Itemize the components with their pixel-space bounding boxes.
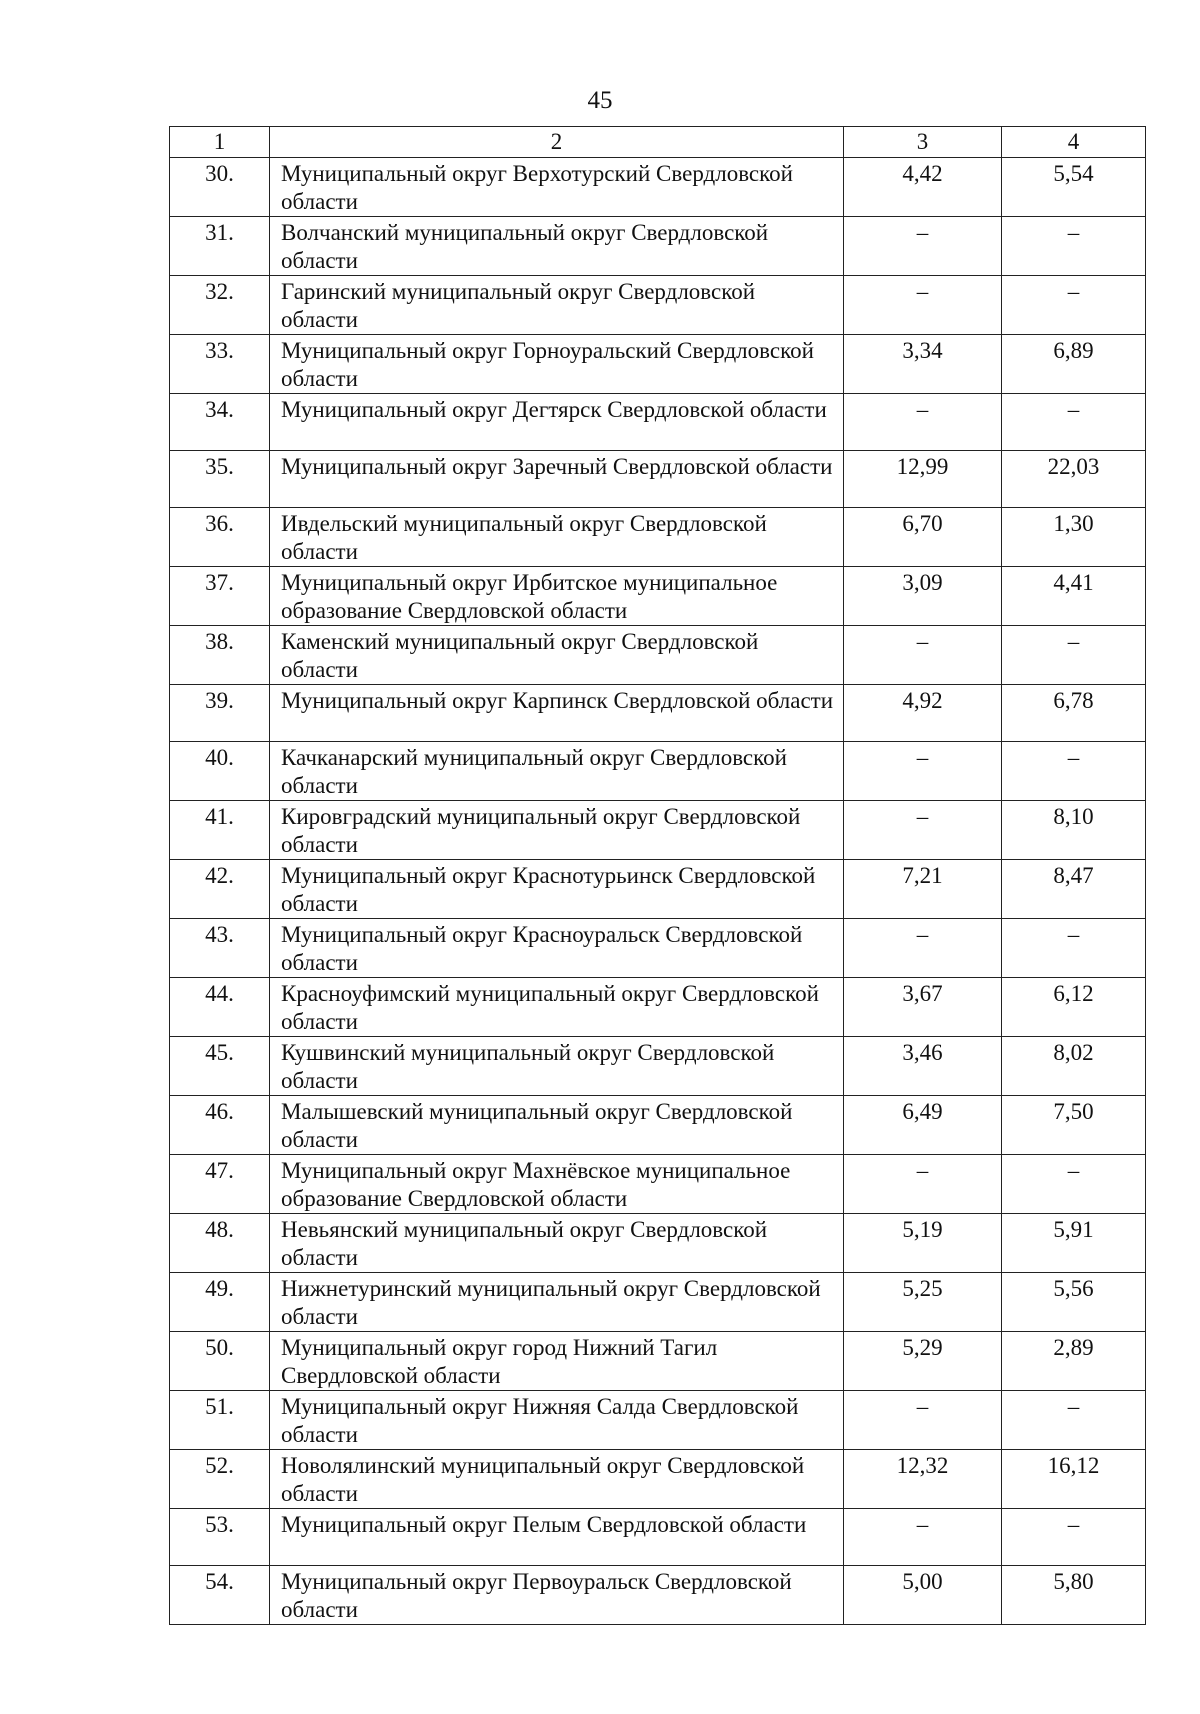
value-col-3: 6,70	[844, 508, 1002, 567]
row-number: 41.	[170, 801, 270, 860]
value-col-4: –	[1002, 742, 1146, 801]
value-col-3: 7,21	[844, 860, 1002, 919]
row-number: 39.	[170, 685, 270, 742]
value-col-4: 22,03	[1002, 451, 1146, 508]
row-number: 42.	[170, 860, 270, 919]
row-number: 32.	[170, 276, 270, 335]
row-number: 36.	[170, 508, 270, 567]
value-col-3: –	[844, 1155, 1002, 1214]
row-number: 53.	[170, 1509, 270, 1566]
value-col-3: 3,34	[844, 335, 1002, 394]
table-row	[170, 860, 1146, 919]
municipality-name: Волчанский муниципальный округ Свердловской области	[270, 217, 844, 276]
value-col-4: 8,02	[1002, 1037, 1146, 1096]
data-table	[169, 126, 1146, 1625]
value-col-3: 5,00	[844, 1566, 1002, 1625]
table-row	[170, 394, 1146, 451]
value-col-3: 6,49	[844, 1096, 1002, 1155]
table-row	[170, 1155, 1146, 1214]
value-col-4: –	[1002, 394, 1146, 451]
value-col-4: 5,54	[1002, 158, 1146, 217]
row-number: 47.	[170, 1155, 270, 1214]
table-row	[170, 626, 1146, 685]
value-col-3: 12,99	[844, 451, 1002, 508]
value-col-3: 12,32	[844, 1450, 1002, 1509]
municipality-name: Новолялинский муниципальный округ Свердловской области	[270, 1450, 844, 1509]
table-row	[170, 801, 1146, 860]
table-row	[170, 1273, 1146, 1332]
value-col-3: –	[844, 394, 1002, 451]
table-row	[170, 1214, 1146, 1273]
row-number: 43.	[170, 919, 270, 978]
header-row	[170, 127, 1146, 158]
value-col-4: –	[1002, 1155, 1146, 1214]
table-row	[170, 567, 1146, 626]
municipality-name: Невьянский муниципальный округ Свердловской области	[270, 1214, 844, 1273]
header-col-3: 3	[844, 127, 1002, 158]
table-row	[170, 335, 1146, 394]
value-col-4: 6,78	[1002, 685, 1146, 742]
value-col-4: 6,89	[1002, 335, 1146, 394]
value-col-3: –	[844, 1391, 1002, 1450]
value-col-4: –	[1002, 1391, 1146, 1450]
municipality-name: Муниципальный округ Нижняя Салда Свердловской области	[270, 1391, 844, 1450]
value-col-3: –	[844, 1509, 1002, 1566]
value-col-4: 8,47	[1002, 860, 1146, 919]
municipality-name: Муниципальный округ Красноуральск Свердловской области	[270, 919, 844, 978]
municipality-name: Кировградский муниципальный округ Свердловской области	[270, 801, 844, 860]
table-row	[170, 1391, 1146, 1450]
row-number: 54.	[170, 1566, 270, 1625]
value-col-3: 5,29	[844, 1332, 1002, 1391]
header-col-2: 2	[270, 127, 844, 158]
municipality-name: Малышевский муниципальный округ Свердловской области	[270, 1096, 844, 1155]
value-col-3: –	[844, 217, 1002, 276]
table-row	[170, 1509, 1146, 1566]
value-col-4: 16,12	[1002, 1450, 1146, 1509]
value-col-4: 5,91	[1002, 1214, 1146, 1273]
value-col-4: 4,41	[1002, 567, 1146, 626]
value-col-4: –	[1002, 1509, 1146, 1566]
table-row	[170, 217, 1146, 276]
value-col-4: 5,56	[1002, 1273, 1146, 1332]
table-row	[170, 685, 1146, 742]
municipality-name: Гаринский муниципальный округ Свердловской области	[270, 276, 844, 335]
row-number: 49.	[170, 1273, 270, 1332]
value-col-4: –	[1002, 217, 1146, 276]
municipality-name: Муниципальный округ Первоуральск Свердловской области	[270, 1566, 844, 1625]
table-body	[170, 158, 1146, 1625]
municipality-name: Ивдельский муниципальный округ Свердловской области	[270, 508, 844, 567]
value-col-4: –	[1002, 919, 1146, 978]
municipality-name: Муниципальный округ Горноуральский Свердловской области	[270, 335, 844, 394]
value-col-3: –	[844, 276, 1002, 335]
row-number: 52.	[170, 1450, 270, 1509]
municipality-name: Красноуфимский муниципальный округ Свердловской области	[270, 978, 844, 1037]
municipality-name: Кушвинский муниципальный округ Свердловской области	[270, 1037, 844, 1096]
value-col-3: –	[844, 626, 1002, 685]
value-col-3: –	[844, 742, 1002, 801]
row-number: 31.	[170, 217, 270, 276]
municipality-name: Муниципальный округ город Нижний Тагил Свердловской области	[270, 1332, 844, 1391]
value-col-3: 3,46	[844, 1037, 1002, 1096]
table-row	[170, 1450, 1146, 1509]
value-col-3: –	[844, 919, 1002, 978]
row-number: 50.	[170, 1332, 270, 1391]
table-row	[170, 158, 1146, 217]
row-number: 48.	[170, 1214, 270, 1273]
header-col-1: 1	[170, 127, 270, 158]
table-row	[170, 1096, 1146, 1155]
row-number: 37.	[170, 567, 270, 626]
header-col-4: 4	[1002, 127, 1146, 158]
municipality-name: Муниципальный округ Заречный Свердловской области	[270, 451, 844, 508]
value-col-3: –	[844, 801, 1002, 860]
municipality-name: Качканарский муниципальный округ Свердловской области	[270, 742, 844, 801]
municipality-name: Муниципальный округ Верхотурский Свердловской области	[270, 158, 844, 217]
municipality-name: Муниципальный округ Краснотурьинск Свердловской области	[270, 860, 844, 919]
table-row	[170, 508, 1146, 567]
table-row	[170, 919, 1146, 978]
municipality-name: Муниципальный округ Пелым Свердловской области	[270, 1509, 844, 1566]
table-row	[170, 276, 1146, 335]
value-col-3: 3,67	[844, 978, 1002, 1037]
municipality-name: Каменский муниципальный округ Свердловской области	[270, 626, 844, 685]
municipality-name: Муниципальный округ Махнёвское муниципальное образование Свердловской области	[270, 1155, 844, 1214]
row-number: 40.	[170, 742, 270, 801]
row-number: 44.	[170, 978, 270, 1037]
value-col-4: 7,50	[1002, 1096, 1146, 1155]
table-row	[170, 1332, 1146, 1391]
page-number: 45	[587, 87, 613, 114]
value-col-4: 5,80	[1002, 1566, 1146, 1625]
table-row	[170, 451, 1146, 508]
value-col-4: 1,30	[1002, 508, 1146, 567]
value-col-4: –	[1002, 276, 1146, 335]
value-col-4: 2,89	[1002, 1332, 1146, 1391]
municipality-name: Муниципальный округ Карпинск Свердловской области	[270, 685, 844, 742]
row-number: 30.	[170, 158, 270, 217]
municipality-name: Нижнетуринский муниципальный округ Свердловской области	[270, 1273, 844, 1332]
municipality-name: Муниципальный округ Ирбитское муниципальное образование Свердловской области	[270, 567, 844, 626]
row-number: 45.	[170, 1037, 270, 1096]
value-col-4: –	[1002, 626, 1146, 685]
table-row	[170, 978, 1146, 1037]
table-header	[170, 127, 1146, 158]
value-col-4: 8,10	[1002, 801, 1146, 860]
row-number: 33.	[170, 335, 270, 394]
value-col-3: 4,92	[844, 685, 1002, 742]
row-number: 46.	[170, 1096, 270, 1155]
value-col-3: 3,09	[844, 567, 1002, 626]
value-col-3: 5,19	[844, 1214, 1002, 1273]
value-col-4: 6,12	[1002, 978, 1146, 1037]
row-number: 34.	[170, 394, 270, 451]
row-number: 51.	[170, 1391, 270, 1450]
table-row	[170, 742, 1146, 801]
row-number: 35.	[170, 451, 270, 508]
row-number: 38.	[170, 626, 270, 685]
value-col-3: 5,25	[844, 1273, 1002, 1332]
municipality-name: Муниципальный округ Дегтярск Свердловской области	[270, 394, 844, 451]
table-row	[170, 1037, 1146, 1096]
table-row	[170, 1566, 1146, 1625]
value-col-3: 4,42	[844, 158, 1002, 217]
